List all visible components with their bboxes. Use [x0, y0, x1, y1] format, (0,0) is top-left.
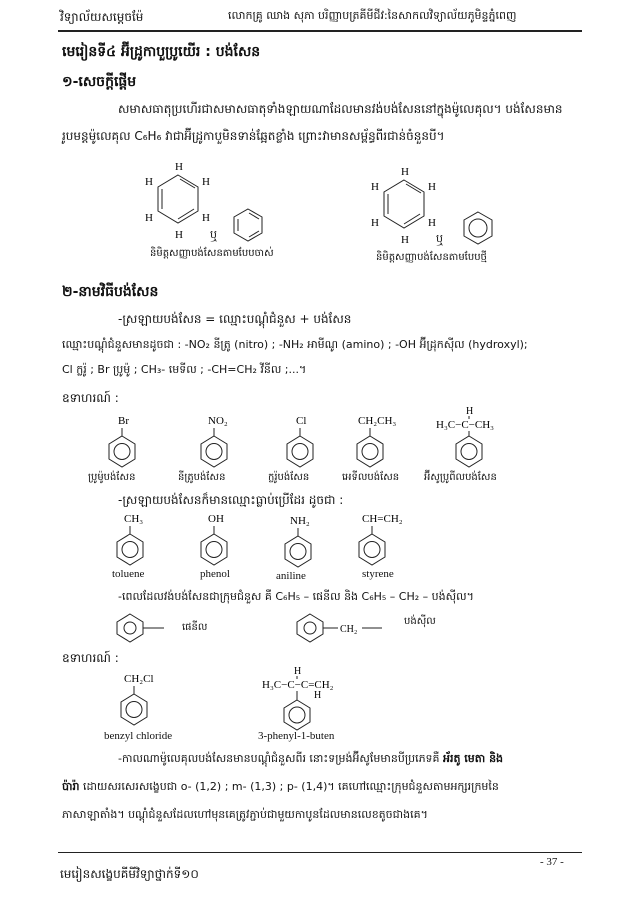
- example-name-isopropylbenzene: អ៊ីសូប្រូពីលបង់សែន: [424, 472, 497, 483]
- isomer-types-bold: អ័រតូ មេតា និង: [443, 752, 504, 765]
- kekule-benzene-old-style: [140, 161, 240, 245]
- substituent-label: CH₂CH₃: [358, 415, 397, 427]
- example-aniline: [268, 514, 338, 574]
- example-styrene: [352, 512, 442, 572]
- substituent-label: OH: [208, 513, 224, 525]
- isomer-paragraph-line-3: ភាសាឡាតាំង។ បណ្ដុំជំនួសដែលហៅមុនគេត្រូវភ្ជាប់ជាមួយកាបូនដែលមានលេខតូចជាងគេ។: [62, 808, 428, 821]
- lesson-title: មេរៀនទី៤ អ៊ីដ្រូកាបួប្រូយើរ : បង់សែន: [62, 44, 261, 60]
- substituent-label: CH₂Cl: [124, 673, 154, 685]
- isomer-text: ដោយសរសេរសង្ខេបជា o- (1,2) ; m- (1,3) ; p- (1,4)។ គេហៅឈ្មោះក្រុមជំនួសតាមអក្សរក្រមនៃ: [79, 780, 499, 793]
- substituent-groups-line-2: Cl ក្លរ៉ូ ; Br ប្រូម៉ូ ; CH₃- មេទីល ; -CH=CH₂ វីនីល ;...។: [62, 363, 307, 376]
- isomer-paragraph-line-2: [62, 780, 499, 796]
- h-atom-label: H: [401, 166, 409, 178]
- footer-title: មេរៀនសង្ខេបគីមីវិទ្យាថ្នាក់ទី១០: [60, 867, 199, 881]
- header-school: វិទ្យាល័យសម្ដេចម៉ែ: [60, 10, 144, 24]
- kekule-benzene-new-style: [366, 166, 466, 250]
- example-toluene: [100, 512, 170, 572]
- benzyl-label: បង់ស៊ីល: [404, 616, 436, 627]
- isomer-paragraph-line-1: [118, 752, 503, 768]
- benzene-ring-new-style: [458, 208, 498, 248]
- example-name-bromobenzene: ប្រូម៉ូបង់សែន: [88, 472, 136, 483]
- substituent-label: H₃C−C−CH₃: [436, 419, 494, 431]
- common-names-intro: -ស្រឡាយបង់សែនក៏មានឈ្មោះធ្លាប់ប្រើដែរ ដូចជា :: [118, 493, 344, 507]
- phenyl-label: ផេនីល: [182, 622, 208, 633]
- section-1-paragraph-line-2: រូបមន្តម៉ូលេគុល C₆H₆ វាជាអ៊ីដ្រូកាបួមិនទាន់ឆ្អែតខ្លាំង ព្រោះវាមានសម្ព័ន្ធពីរជាន់ចំនួនបី។: [62, 129, 445, 143]
- h-atom-label: H: [371, 217, 379, 229]
- substituent-label: NH₂: [290, 515, 310, 527]
- naming-rule: -ស្រឡាយបង់សែន = ឈ្មោះបណ្ដុំជំនួស + បង់សែន: [118, 312, 352, 326]
- or-label: ឬ: [210, 228, 217, 241]
- example-name-toluene: toluene: [112, 568, 145, 580]
- substituent-label: CH=CH₂: [362, 513, 403, 525]
- h-atom-label: H: [428, 181, 436, 193]
- header-divider: [58, 30, 582, 32]
- phenyl-benzyl-line: -ពេលដែលវង់បង់សែនជាក្រុមជំនួស គឺ C₆H₅ – ផេនីល និង C₆H₅ – CH₂ – បង់ស៊ីល។: [118, 590, 474, 603]
- substituent-label: H₃C−C−C=CH₂: [262, 679, 334, 691]
- h-atom-label: H: [175, 229, 183, 241]
- h-atom-label: H: [145, 176, 153, 188]
- example-name-ethylbenzene: អេទីលបង់សែន: [342, 472, 400, 483]
- h-atom-label: H: [401, 234, 409, 246]
- benzene-ring-old-style: [228, 205, 268, 245]
- or-label: ឬ: [436, 232, 443, 245]
- section-1-paragraph-line-1: សមាសធាតុប្រហើរជាសមាសធាតុទាំងឡាយណាដែលមានវង់បង់សែននៅក្នុងម៉ូលេគុល។ បង់សែនមាន: [118, 102, 563, 116]
- para-bold: ប៉ារ៉ា: [62, 780, 80, 793]
- example-isopropylbenzene: [426, 406, 526, 474]
- example-phenol: [184, 512, 254, 572]
- substituent-label: Br: [118, 415, 129, 427]
- section-1-title: ១-សេចក្ដីផ្ដើម: [62, 74, 137, 90]
- h-atom-label: H: [428, 217, 436, 229]
- h-atom-label: H: [371, 181, 379, 193]
- h-atom-label: H: [294, 666, 302, 677]
- example-name-benzyl-chloride: benzyl chloride: [104, 730, 173, 742]
- example-nitrobenzene: [184, 414, 254, 474]
- example-name-aniline: aniline: [276, 570, 306, 582]
- substituent-label: CH₃: [124, 513, 144, 525]
- phenyl-group-structure: [112, 612, 172, 642]
- benzyl-group-structure: [292, 612, 402, 642]
- substituent-label: NO₂: [208, 415, 228, 427]
- h-atom-label: H: [145, 212, 153, 224]
- example-name-styrene: styrene: [362, 568, 394, 580]
- example-name-nitrobenzene: នីត្រូបង់សែន: [178, 472, 226, 483]
- benzyl-ch2-label: CH₂: [340, 624, 358, 635]
- example-name-chlorobenzene: ក្លរ៉ូបង់សែន: [268, 472, 310, 483]
- section-2-title: ២-នាមវិធីបង់សែន: [62, 284, 159, 300]
- header-author: លោកគ្រូ ឈាង សុភា បរិញ្ញាបត្រគីមីជីវ:នៃសាកលវិទ្យាល័យភូមិន្ទភ្នំពេញ: [228, 9, 517, 22]
- caption-new-style: និមិត្តសញ្ញាបង់សែនតាមបែបថ្មី: [376, 252, 487, 263]
- footer-divider: [58, 852, 582, 853]
- example-label: ឧទាហរណ៍ :: [62, 391, 119, 405]
- example-ethylbenzene: [340, 414, 420, 474]
- example-name-3-phenyl-1-buten: 3-phenyl-1-buten: [258, 730, 335, 742]
- h-atom-label: H: [466, 406, 474, 417]
- h-atom-label: H: [202, 176, 210, 188]
- example-bromobenzene: [92, 414, 162, 474]
- example-label-2: ឧទាហរណ៍ :: [62, 651, 119, 665]
- h-atom-label: H: [202, 212, 210, 224]
- substituent-label: Cl: [296, 415, 307, 427]
- h-atom-label: H: [175, 161, 183, 173]
- example-3-phenyl-1-buten: [254, 666, 374, 736]
- example-name-phenol: phenol: [200, 568, 230, 580]
- caption-old-style: និមិត្តសញ្ញាបង់សែនតាមបែបចាស់: [150, 248, 274, 259]
- example-benzyl-chloride: [104, 672, 184, 732]
- isomer-text: -កាលណាម៉ូលេគុលបង់សែនមានបណ្ដុំជំនួសពីរ នោះទម្រង់អ៊ីសូមែមានបីប្រភេទគឺ: [118, 752, 444, 765]
- substituent-groups-line-1: ឈ្មោះបណ្ដុំជំនួសមានដូចជា : -NO₂ នីត្រូ (nitro) ; -NH₂ អាមីណូ (amino) ; -OH អ៊ីដ្រុកស៊ីល (hydroxyl);: [62, 338, 528, 351]
- example-chlorobenzene: [270, 414, 340, 474]
- h-atom-label: H: [314, 690, 322, 701]
- page-number: - 37 -: [540, 856, 564, 868]
